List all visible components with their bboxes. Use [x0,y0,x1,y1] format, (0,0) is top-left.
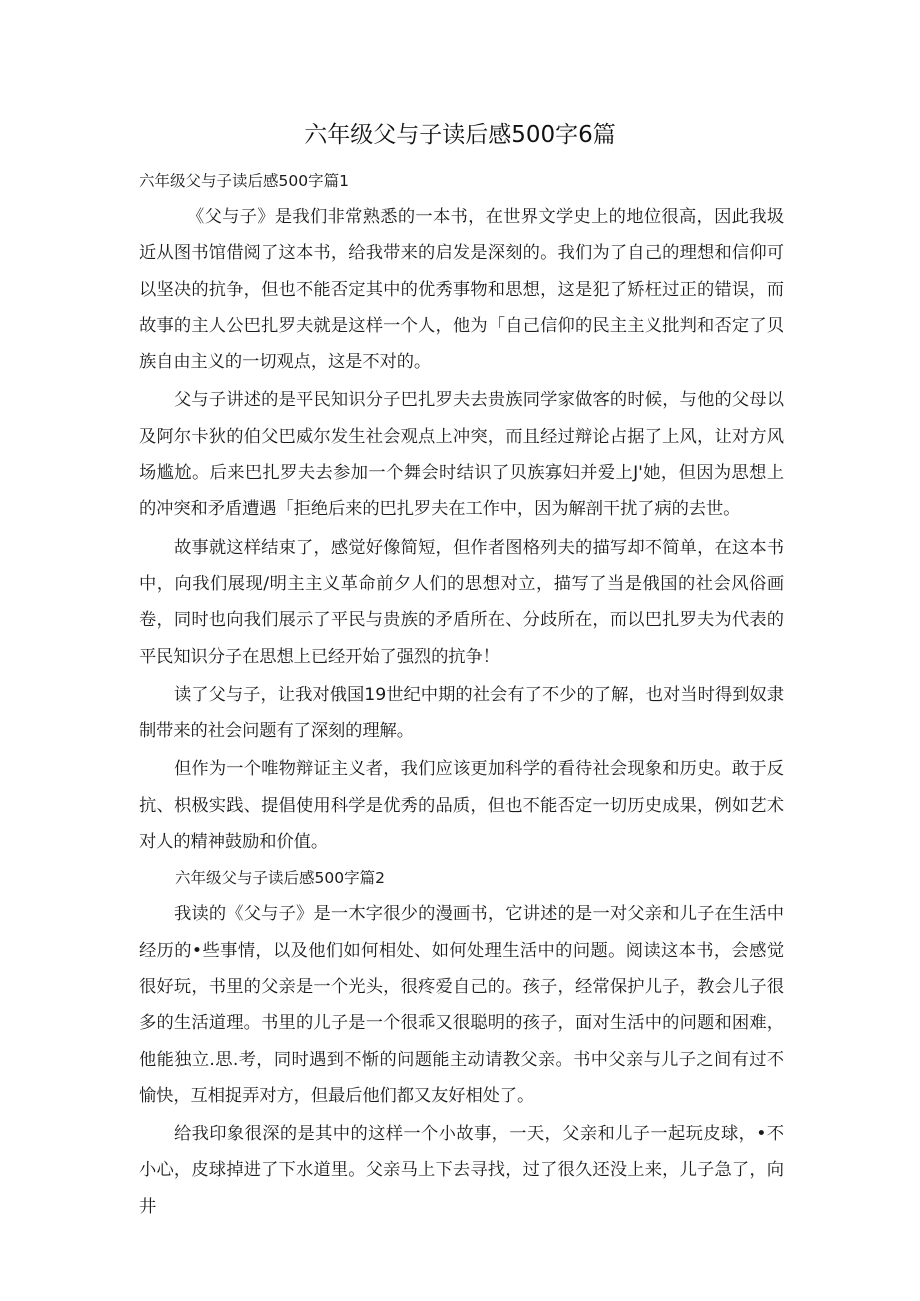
paragraph: 读了父与子，让我对俄国19世纪中期的社会有了不少的了解，也对当时得到奴隶制带来的社会问题有了深刻的理解。 [139,684,784,742]
paragraph: 但作为一个唯物辩证主义者，我们应该更加科学的看待社会现象和历史。敢于反抗、枳极实践、提倡使用科学是优秀的品质，但也不能否定一切历史成果，例如艺术对人的精神鼓励和价值。 [139,759,784,853]
section-heading: 六年级父与子读后感500字篇2 [175,869,385,888]
paragraph: 《父与子》是我们非常熟悉的一本书，在世界文学史上的地位很高，因此我圾近从图书馆借阅了这本书，给我带来的启发是深刻的。我们为了自己的理想和信仰可以坚决的抗争，但也不能否定其中的优秀事物和思想，这是犯了矫枉过正的错误，而故事的主人公巴扎罗夫就是这样一个人，他为「自己信仰的民主主义批判和否定了贝族自由主义的一切观点，这是不对的。 [139,207,784,373]
section-heading: 六年级父与子读后感500字篇1 [139,172,349,190]
document-body [139,165,784,1227]
paragraph: 故事就这样结束了，感觉好像简短，但作者图格列夫的描写却不简单，在这本书中，向我们展现/明主主义革命前夕人们的思想对立，描写了当是俄国的社会风俗画卷，同时也向我们展示了平民与贵族的矛盾所在、分歧所在，而以巴扎罗夫为代表的平民知识分子在思想上已经开始了强烈的抗争！ [139,537,784,667]
paragraph: 父与子讲述的是平民知识分子巴扎罗夫去贵族同学家做客的时候，与他的父母以及阿尔卡狄的伯父巴威尔发生社会观点上冲突，而且经过辩论占据了上风，让对方风场尴尬。后来巴扎罗夫去参加一个舞会时结识了贝族寡妇并爱上J'她，但因为思想上的冲突和矛盾遭遇「拒绝后来的巴扎罗夫在工作中，因为解剖干扰了病的去世。 [139,390,784,520]
paragraph: 我读的《父与子》是一木字很少的漫画书，它讲述的是一对父亲和儿子在生活中经历的•些事情，以及他们如何相处、如何处理生活中的问题。阅读这本书，会感觉很好玩，书里的父亲是一个光头，很疼爱自己的。孩子，经常保护儿子，教会儿子很多的生活道理。书里的儿子是一个很乖又很聪明的孩子，面对生活中的问题和困难，他能独立.思.考，同时遇到不惭的问题能主动请教父亲。书中父亲与儿子之间有过不愉快，互相捉弄对方，但最后他们都又友好相处了。 [139,904,784,1106]
paragraph: 给我印象很深的是其中的这样一个小故事，一天，父亲和儿子一起玩皮球，•不小心，皮球掉进了下水道里。父亲马上下去寻找，过了很久还没上来，儿子急了，向井 [139,1124,784,1217]
document-title: 六年级父与子读后感500字6篇 [304,122,616,148]
